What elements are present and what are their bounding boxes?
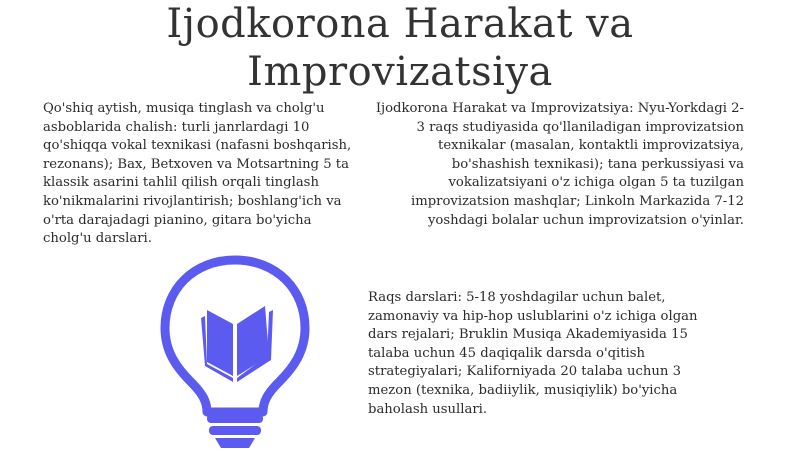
- page-title-line-2: Improvizatsiya: [247, 49, 553, 95]
- music-section-text: Qo'shiq aytish, musiqa tinglash va cholg'u asboblarida chalish: turli janrlardagi 10 qo'shiqqa vokal texnikasi (nafasni boshqarish, rezonans); Bax, Betxoven va Motsartning 5 ta klassik asarini tahlil qilish orqali tinglash ko'nikmalarini rivojlantirish; boshlang'ich va o'rta darajadagi pianino, gitara bo'yicha cholg'u darslari.: [43, 101, 352, 247]
- page-title: [0, 0, 800, 96]
- dance-section-text: Raqs darslari: 5-18 yoshdagilar uchun balet, zamonaviy va hip-hop uslublarini o'z ichiga olgan dars rejalari; Bruklin Musiqa Akademiyasida 15 talaba uchun 45 daqiqalik darsda o'qitish strategiyalari; Kaliforniyada 20 talaba uchun 3 mezon (texnika, badiiylik, musiqiylik) bo'yicha baholash usullari.: [368, 290, 698, 417]
- movement-section-text: Ijodkorona Harakat va Improvizatsiya: Nyu-Yorkdagi 2-3 raqs studiyasida qo'llaniladigan improvizatsion texnikalar (masalan, kontaktli improvizatsiya, bo'shashish texnikasi); tana perkussiyasi va vokalizatsiyani o'z ichiga olgan 5 ta tuzilgan improvizatsion mashqlar; Linkoln Markazida 7-12 yoshdagi bolalar uchun improvizatsion o'yinlar.: [375, 101, 744, 228]
- page-title-line-1: Ijodkorona Harakat va: [166, 1, 634, 47]
- lightbulb-book-icon: [155, 252, 315, 452]
